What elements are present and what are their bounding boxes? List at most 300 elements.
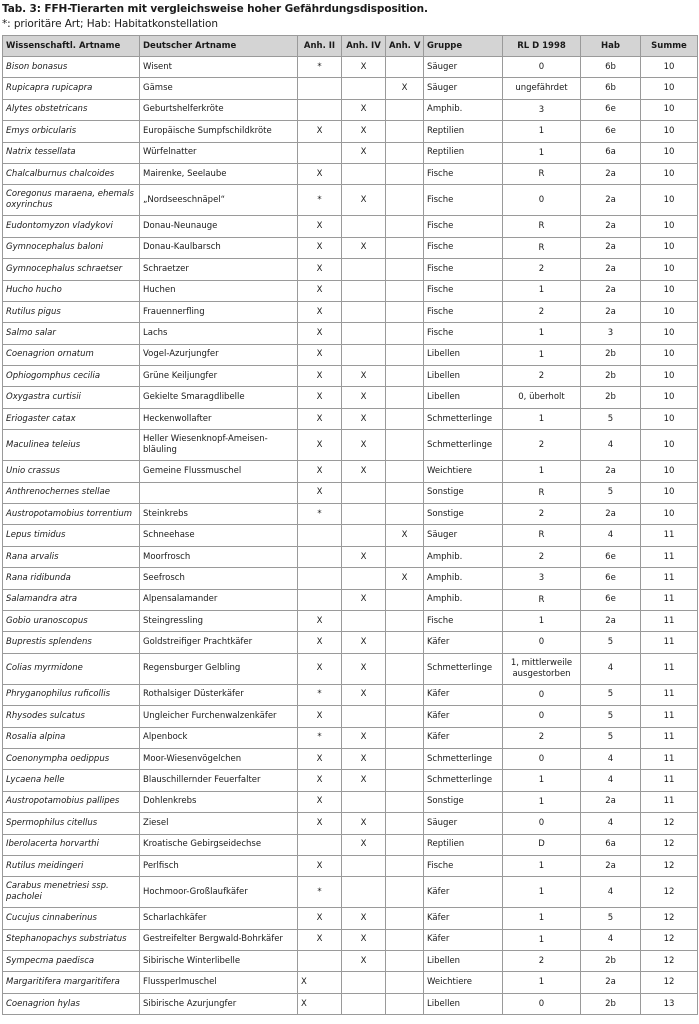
cell-annex-4: X bbox=[342, 951, 386, 972]
table-row bbox=[3, 237, 698, 258]
cell-german-name: Gestreifelter Bergwald-Bohrkäfer bbox=[140, 929, 298, 950]
table-legend-note: *: prioritäre Art; Hab: Habitatkonstellation bbox=[2, 18, 218, 30]
table-row bbox=[3, 57, 698, 78]
cell-german-name: Gämse bbox=[140, 78, 298, 99]
cell-german-name: Heckenwollafter bbox=[140, 408, 298, 429]
cell-annex-2 bbox=[298, 142, 342, 163]
cell-sum: 11 bbox=[641, 546, 698, 567]
cell-red-list: 0 bbox=[503, 185, 581, 216]
cell-annex-4 bbox=[342, 301, 386, 322]
cell-annex-2: * bbox=[298, 727, 342, 748]
cell-habitat: 5 bbox=[581, 727, 641, 748]
cell-habitat: 6e bbox=[581, 99, 641, 120]
cell-annex-5 bbox=[386, 121, 424, 142]
cell-annex-2 bbox=[298, 568, 342, 589]
cell-annex-2: X bbox=[298, 482, 342, 503]
cell-german-name: Gemeine Flussmuschel bbox=[140, 461, 298, 482]
cell-annex-5 bbox=[386, 546, 424, 567]
cell-annex-2: X bbox=[298, 237, 342, 258]
cell-group: Käfer bbox=[424, 706, 503, 727]
cell-group: Fische bbox=[424, 323, 503, 344]
cell-habitat: 6e bbox=[581, 568, 641, 589]
table-row bbox=[3, 99, 698, 120]
cell-habitat: 2a bbox=[581, 185, 641, 216]
cell-annex-5 bbox=[386, 813, 424, 834]
cell-red-list: 2 bbox=[503, 504, 581, 525]
table-row bbox=[3, 525, 698, 546]
cell-red-list: 1 bbox=[503, 855, 581, 876]
cell-habitat: 6e bbox=[581, 546, 641, 567]
cell-annex-5 bbox=[386, 57, 424, 78]
cell-annex-5 bbox=[386, 99, 424, 120]
cell-sum: 11 bbox=[641, 610, 698, 631]
cell-group: Sonstige bbox=[424, 791, 503, 812]
cell-sum: 11 bbox=[641, 684, 698, 705]
cell-german-name: Rothalsiger Düsterkäfer bbox=[140, 684, 298, 705]
cell-group: Sonstige bbox=[424, 482, 503, 503]
cell-annex-2: X bbox=[298, 706, 342, 727]
cell-german-name: Gekielte Smaragdlibelle bbox=[140, 387, 298, 408]
cell-annex-5 bbox=[386, 323, 424, 344]
cell-habitat: 2a bbox=[581, 301, 641, 322]
cell-habitat: 6e bbox=[581, 121, 641, 142]
table-row bbox=[3, 951, 698, 972]
cell-habitat: 2a bbox=[581, 791, 641, 812]
cell-group: Amphib. bbox=[424, 546, 503, 567]
cell-scientific-name: Anthrenochernes stellae bbox=[3, 482, 140, 503]
cell-habitat: 4 bbox=[581, 525, 641, 546]
table-row bbox=[3, 813, 698, 834]
table-row bbox=[3, 408, 698, 429]
table-row bbox=[3, 972, 698, 993]
cell-red-list: 0 bbox=[503, 706, 581, 727]
cell-scientific-name: Rutilus meidingeri bbox=[3, 855, 140, 876]
table-row bbox=[3, 589, 698, 610]
table-row bbox=[3, 78, 698, 99]
cell-annex-5 bbox=[386, 653, 424, 684]
cell-habitat: 6e bbox=[581, 589, 641, 610]
table-row bbox=[3, 834, 698, 855]
table-row bbox=[3, 387, 698, 408]
cell-red-list: 1 bbox=[503, 908, 581, 929]
cell-scientific-name: Oxygastra curtisii bbox=[3, 387, 140, 408]
cell-red-list: 1 bbox=[503, 121, 581, 142]
cell-group: Schmetterlinge bbox=[424, 408, 503, 429]
cell-scientific-name: Maculinea teleius bbox=[3, 430, 140, 461]
cell-habitat: 2b bbox=[581, 951, 641, 972]
cell-red-list: 2 bbox=[503, 430, 581, 461]
cell-annex-4 bbox=[342, 972, 386, 993]
cell-group: Käfer bbox=[424, 908, 503, 929]
table-row bbox=[3, 301, 698, 322]
cell-habitat: 2b bbox=[581, 366, 641, 387]
cell-scientific-name: Emys orbicularis bbox=[3, 121, 140, 142]
cell-annex-2 bbox=[298, 525, 342, 546]
cell-annex-4 bbox=[342, 78, 386, 99]
cell-scientific-name: Gymnocephalus baloni bbox=[3, 237, 140, 258]
cell-annex-5: X bbox=[386, 78, 424, 99]
cell-annex-2: * bbox=[298, 57, 342, 78]
cell-german-name: Schneehase bbox=[140, 525, 298, 546]
cell-red-list: R bbox=[503, 237, 581, 258]
table-row bbox=[3, 430, 698, 461]
cell-annex-2: X bbox=[298, 929, 342, 950]
cell-sum: 10 bbox=[641, 237, 698, 258]
cell-sum: 11 bbox=[641, 589, 698, 610]
cell-red-list: R bbox=[503, 163, 581, 184]
cell-sum: 11 bbox=[641, 568, 698, 589]
cell-habitat: 2a bbox=[581, 855, 641, 876]
cell-annex-2: X bbox=[298, 653, 342, 684]
cell-group: Sonstige bbox=[424, 504, 503, 525]
cell-annex-2: X bbox=[298, 344, 342, 365]
cell-annex-4 bbox=[342, 323, 386, 344]
cell-habitat: 2b bbox=[581, 344, 641, 365]
cell-habitat: 4 bbox=[581, 877, 641, 908]
species-table bbox=[2, 35, 698, 1015]
cell-red-list: 1 bbox=[503, 408, 581, 429]
cell-habitat: 4 bbox=[581, 653, 641, 684]
cell-red-list: 0 bbox=[503, 632, 581, 653]
cell-group: Schmetterlinge bbox=[424, 748, 503, 769]
cell-red-list: 1 bbox=[503, 972, 581, 993]
cell-habitat: 6b bbox=[581, 57, 641, 78]
cell-sum: 10 bbox=[641, 78, 698, 99]
cell-annex-4: X bbox=[342, 121, 386, 142]
cell-german-name: „Nordseeschnäpel“ bbox=[140, 185, 298, 216]
cell-sum: 10 bbox=[641, 121, 698, 142]
table-body bbox=[3, 57, 698, 1015]
header-scientific-name: Wissenschaftl. Artname bbox=[3, 36, 140, 57]
cell-annex-4 bbox=[342, 163, 386, 184]
cell-sum: 13 bbox=[641, 993, 698, 1014]
cell-habitat: 2a bbox=[581, 461, 641, 482]
cell-german-name: Sibirische Winterlibelle bbox=[140, 951, 298, 972]
cell-red-list: 1 bbox=[503, 323, 581, 344]
table-row bbox=[3, 185, 698, 216]
cell-group: Säuger bbox=[424, 78, 503, 99]
cell-habitat: 2b bbox=[581, 387, 641, 408]
cell-red-list: 0 bbox=[503, 57, 581, 78]
table-row bbox=[3, 546, 698, 567]
cell-red-list: 0 bbox=[503, 813, 581, 834]
cell-annex-5 bbox=[386, 461, 424, 482]
cell-sum: 10 bbox=[641, 482, 698, 503]
cell-habitat: 5 bbox=[581, 908, 641, 929]
cell-annex-4 bbox=[342, 791, 386, 812]
cell-annex-2: * bbox=[298, 877, 342, 908]
cell-annex-4: X bbox=[342, 387, 386, 408]
cell-red-list: 2 bbox=[503, 727, 581, 748]
cell-habitat: 6b bbox=[581, 78, 641, 99]
table-row bbox=[3, 142, 698, 163]
cell-annex-4: X bbox=[342, 653, 386, 684]
cell-red-list: 1 bbox=[503, 280, 581, 301]
cell-habitat: 4 bbox=[581, 748, 641, 769]
cell-german-name: Donau-Neunauge bbox=[140, 216, 298, 237]
cell-annex-2: X bbox=[298, 855, 342, 876]
cell-red-list: 0 bbox=[503, 684, 581, 705]
cell-german-name: Würfelnatter bbox=[140, 142, 298, 163]
cell-annex-4 bbox=[342, 482, 386, 503]
cell-group: Libellen bbox=[424, 366, 503, 387]
cell-annex-2: X bbox=[298, 121, 342, 142]
cell-scientific-name: Lepus timidus bbox=[3, 525, 140, 546]
cell-habitat: 4 bbox=[581, 430, 641, 461]
cell-annex-5 bbox=[386, 908, 424, 929]
cell-annex-5 bbox=[386, 951, 424, 972]
cell-german-name: Dohlenkrebs bbox=[140, 791, 298, 812]
cell-sum: 10 bbox=[641, 185, 698, 216]
table-row bbox=[3, 482, 698, 503]
cell-annex-5 bbox=[386, 185, 424, 216]
table-row bbox=[3, 323, 698, 344]
cell-scientific-name: Rutilus pigus bbox=[3, 301, 140, 322]
cell-habitat: 4 bbox=[581, 929, 641, 950]
cell-annex-4 bbox=[342, 610, 386, 631]
cell-annex-4: X bbox=[342, 834, 386, 855]
cell-scientific-name: Lycaena helle bbox=[3, 770, 140, 791]
cell-scientific-name: Natrix tessellata bbox=[3, 142, 140, 163]
cell-scientific-name: Coenonympha oedippus bbox=[3, 748, 140, 769]
cell-annex-5 bbox=[386, 237, 424, 258]
cell-annex-4: X bbox=[342, 366, 386, 387]
cell-red-list: 1, mittlerweile ausgestorben bbox=[503, 653, 581, 684]
cell-german-name: Goldstreifiger Prachtkäfer bbox=[140, 632, 298, 653]
cell-german-name: Mairenke, Seelaube bbox=[140, 163, 298, 184]
cell-habitat: 2a bbox=[581, 259, 641, 280]
cell-annex-2: X bbox=[298, 216, 342, 237]
cell-annex-5 bbox=[386, 216, 424, 237]
cell-scientific-name: Austropotamobius pallipes bbox=[3, 791, 140, 812]
cell-scientific-name: Sympecma paedisca bbox=[3, 951, 140, 972]
cell-scientific-name: Coregonus maraena, ehemals oxyrinchus bbox=[3, 185, 140, 216]
cell-sum: 10 bbox=[641, 366, 698, 387]
cell-habitat: 5 bbox=[581, 408, 641, 429]
cell-scientific-name: Iberolacerta horvarthi bbox=[3, 834, 140, 855]
cell-sum: 12 bbox=[641, 929, 698, 950]
cell-annex-5 bbox=[386, 366, 424, 387]
table-row bbox=[3, 163, 698, 184]
cell-habitat: 6a bbox=[581, 834, 641, 855]
cell-annex-2: X bbox=[298, 791, 342, 812]
cell-annex-4: X bbox=[342, 185, 386, 216]
cell-sum: 10 bbox=[641, 408, 698, 429]
cell-annex-5 bbox=[386, 387, 424, 408]
cell-german-name: Schraetzer bbox=[140, 259, 298, 280]
cell-habitat: 2a bbox=[581, 280, 641, 301]
cell-group: Schmetterlinge bbox=[424, 653, 503, 684]
cell-group: Säuger bbox=[424, 57, 503, 78]
cell-scientific-name: Alytes obstetricans bbox=[3, 99, 140, 120]
table-row bbox=[3, 791, 698, 812]
header-annex-4: Anh. IV bbox=[342, 36, 386, 57]
cell-annex-4 bbox=[342, 525, 386, 546]
cell-annex-4 bbox=[342, 216, 386, 237]
cell-german-name: Geburtshelferkröte bbox=[140, 99, 298, 120]
table-header-row bbox=[3, 36, 698, 57]
cell-group: Fische bbox=[424, 610, 503, 631]
cell-scientific-name: Bison bonasus bbox=[3, 57, 140, 78]
cell-sum: 10 bbox=[641, 280, 698, 301]
cell-scientific-name: Phryganophilus ruficollis bbox=[3, 684, 140, 705]
cell-sum: 10 bbox=[641, 142, 698, 163]
cell-german-name: Frauennerfling bbox=[140, 301, 298, 322]
cell-group: Reptilien bbox=[424, 142, 503, 163]
table-row bbox=[3, 121, 698, 142]
cell-group: Reptilien bbox=[424, 834, 503, 855]
cell-annex-4: X bbox=[342, 589, 386, 610]
table-row bbox=[3, 504, 698, 525]
cell-scientific-name: Gymnocephalus schraetser bbox=[3, 259, 140, 280]
cell-german-name: Steinkrebs bbox=[140, 504, 298, 525]
cell-annex-5 bbox=[386, 610, 424, 631]
cell-german-name bbox=[140, 482, 298, 503]
cell-annex-4: X bbox=[342, 632, 386, 653]
cell-group: Säuger bbox=[424, 525, 503, 546]
table-row bbox=[3, 993, 698, 1014]
cell-habitat: 2a bbox=[581, 216, 641, 237]
cell-annex-5 bbox=[386, 993, 424, 1014]
cell-sum: 11 bbox=[641, 632, 698, 653]
cell-german-name: Grüne Keiljungfer bbox=[140, 366, 298, 387]
cell-annex-4: X bbox=[342, 929, 386, 950]
cell-red-list: 1 bbox=[503, 770, 581, 791]
cell-annex-2: X bbox=[298, 408, 342, 429]
table-row bbox=[3, 748, 698, 769]
cell-group: Käfer bbox=[424, 632, 503, 653]
cell-german-name: Alpensalamander bbox=[140, 589, 298, 610]
cell-annex-2: X bbox=[298, 387, 342, 408]
cell-annex-4: X bbox=[342, 546, 386, 567]
cell-sum: 12 bbox=[641, 972, 698, 993]
cell-german-name: Europäische Sumpfschildkröte bbox=[140, 121, 298, 142]
cell-habitat: 5 bbox=[581, 684, 641, 705]
cell-annex-5 bbox=[386, 344, 424, 365]
cell-group: Schmetterlinge bbox=[424, 430, 503, 461]
cell-scientific-name: Buprestis splendens bbox=[3, 632, 140, 653]
cell-red-list: D bbox=[503, 834, 581, 855]
cell-habitat: 2b bbox=[581, 993, 641, 1014]
cell-german-name: Lachs bbox=[140, 323, 298, 344]
table-row bbox=[3, 344, 698, 365]
cell-red-list: 2 bbox=[503, 301, 581, 322]
cell-annex-5: X bbox=[386, 525, 424, 546]
cell-sum: 10 bbox=[641, 259, 698, 280]
cell-annex-4: X bbox=[342, 908, 386, 929]
cell-german-name: Scharlachkäfer bbox=[140, 908, 298, 929]
cell-annex-2 bbox=[298, 951, 342, 972]
cell-scientific-name: Coenagrion hylas bbox=[3, 993, 140, 1014]
cell-red-list: 0 bbox=[503, 748, 581, 769]
cell-habitat: 2a bbox=[581, 237, 641, 258]
cell-german-name: Ungleicher Furchenwalzenkäfer bbox=[140, 706, 298, 727]
cell-annex-5 bbox=[386, 929, 424, 950]
cell-annex-2: X bbox=[298, 461, 342, 482]
cell-german-name: Flussperlmuschel bbox=[140, 972, 298, 993]
cell-annex-5 bbox=[386, 877, 424, 908]
cell-sum: 10 bbox=[641, 57, 698, 78]
cell-annex-2: X bbox=[298, 993, 342, 1014]
cell-habitat: 5 bbox=[581, 482, 641, 503]
cell-german-name: Huchen bbox=[140, 280, 298, 301]
cell-group: Fische bbox=[424, 185, 503, 216]
cell-group: Fische bbox=[424, 216, 503, 237]
table-row bbox=[3, 366, 698, 387]
cell-red-list: 2 bbox=[503, 546, 581, 567]
cell-annex-2: X bbox=[298, 610, 342, 631]
cell-red-list: 1 bbox=[503, 344, 581, 365]
cell-german-name: Blauschillernder Feuerfalter bbox=[140, 770, 298, 791]
cell-scientific-name: Cucujus cinnaberinus bbox=[3, 908, 140, 929]
cell-scientific-name: Rosalia alpina bbox=[3, 727, 140, 748]
cell-red-list: 0, überholt bbox=[503, 387, 581, 408]
cell-annex-2 bbox=[298, 546, 342, 567]
cell-habitat: 4 bbox=[581, 813, 641, 834]
cell-german-name: Donau-Kaulbarsch bbox=[140, 237, 298, 258]
cell-scientific-name: Rupicapra rupicapra bbox=[3, 78, 140, 99]
cell-annex-5 bbox=[386, 504, 424, 525]
cell-annex-4 bbox=[342, 855, 386, 876]
cell-scientific-name: Margaritifera margaritifera bbox=[3, 972, 140, 993]
cell-annex-5 bbox=[386, 972, 424, 993]
cell-group: Weichtiere bbox=[424, 461, 503, 482]
cell-scientific-name: Rhysodes sulcatus bbox=[3, 706, 140, 727]
cell-sum: 12 bbox=[641, 951, 698, 972]
cell-group: Amphib. bbox=[424, 568, 503, 589]
cell-red-list: 0 bbox=[503, 993, 581, 1014]
table-row bbox=[3, 908, 698, 929]
cell-annex-4 bbox=[342, 344, 386, 365]
cell-sum: 10 bbox=[641, 430, 698, 461]
cell-annex-2 bbox=[298, 99, 342, 120]
cell-annex-5 bbox=[386, 855, 424, 876]
cell-annex-5 bbox=[386, 706, 424, 727]
cell-annex-2: X bbox=[298, 748, 342, 769]
cell-scientific-name: Chalcalburnus chalcoides bbox=[3, 163, 140, 184]
cell-red-list: ungefährdet bbox=[503, 78, 581, 99]
cell-group: Käfer bbox=[424, 684, 503, 705]
cell-annex-5 bbox=[386, 770, 424, 791]
cell-red-list: 1 bbox=[503, 877, 581, 908]
cell-annex-2 bbox=[298, 834, 342, 855]
cell-sum: 10 bbox=[641, 461, 698, 482]
cell-group: Fische bbox=[424, 301, 503, 322]
cell-annex-4: X bbox=[342, 142, 386, 163]
cell-group: Fische bbox=[424, 163, 503, 184]
cell-annex-5 bbox=[386, 142, 424, 163]
cell-scientific-name: Eriogaster catax bbox=[3, 408, 140, 429]
cell-annex-5 bbox=[386, 301, 424, 322]
cell-sum: 11 bbox=[641, 791, 698, 812]
cell-habitat: 6a bbox=[581, 142, 641, 163]
cell-sum: 10 bbox=[641, 344, 698, 365]
cell-scientific-name: Coenagrion ornatum bbox=[3, 344, 140, 365]
header-sum: Summe bbox=[641, 36, 698, 57]
cell-scientific-name: Colias myrmidone bbox=[3, 653, 140, 684]
cell-scientific-name: Salmo salar bbox=[3, 323, 140, 344]
cell-habitat: 2a bbox=[581, 972, 641, 993]
cell-sum: 11 bbox=[641, 727, 698, 748]
cell-annex-5 bbox=[386, 684, 424, 705]
cell-annex-4 bbox=[342, 877, 386, 908]
header-german-name: Deutscher Artname bbox=[140, 36, 298, 57]
cell-sum: 11 bbox=[641, 748, 698, 769]
cell-sum: 10 bbox=[641, 99, 698, 120]
cell-annex-2: X bbox=[298, 301, 342, 322]
cell-annex-5 bbox=[386, 748, 424, 769]
table-caption: Tab. 3: FFH-Tierarten mit vergleichsweise hoher Gefährdungsdisposition. bbox=[2, 3, 428, 15]
